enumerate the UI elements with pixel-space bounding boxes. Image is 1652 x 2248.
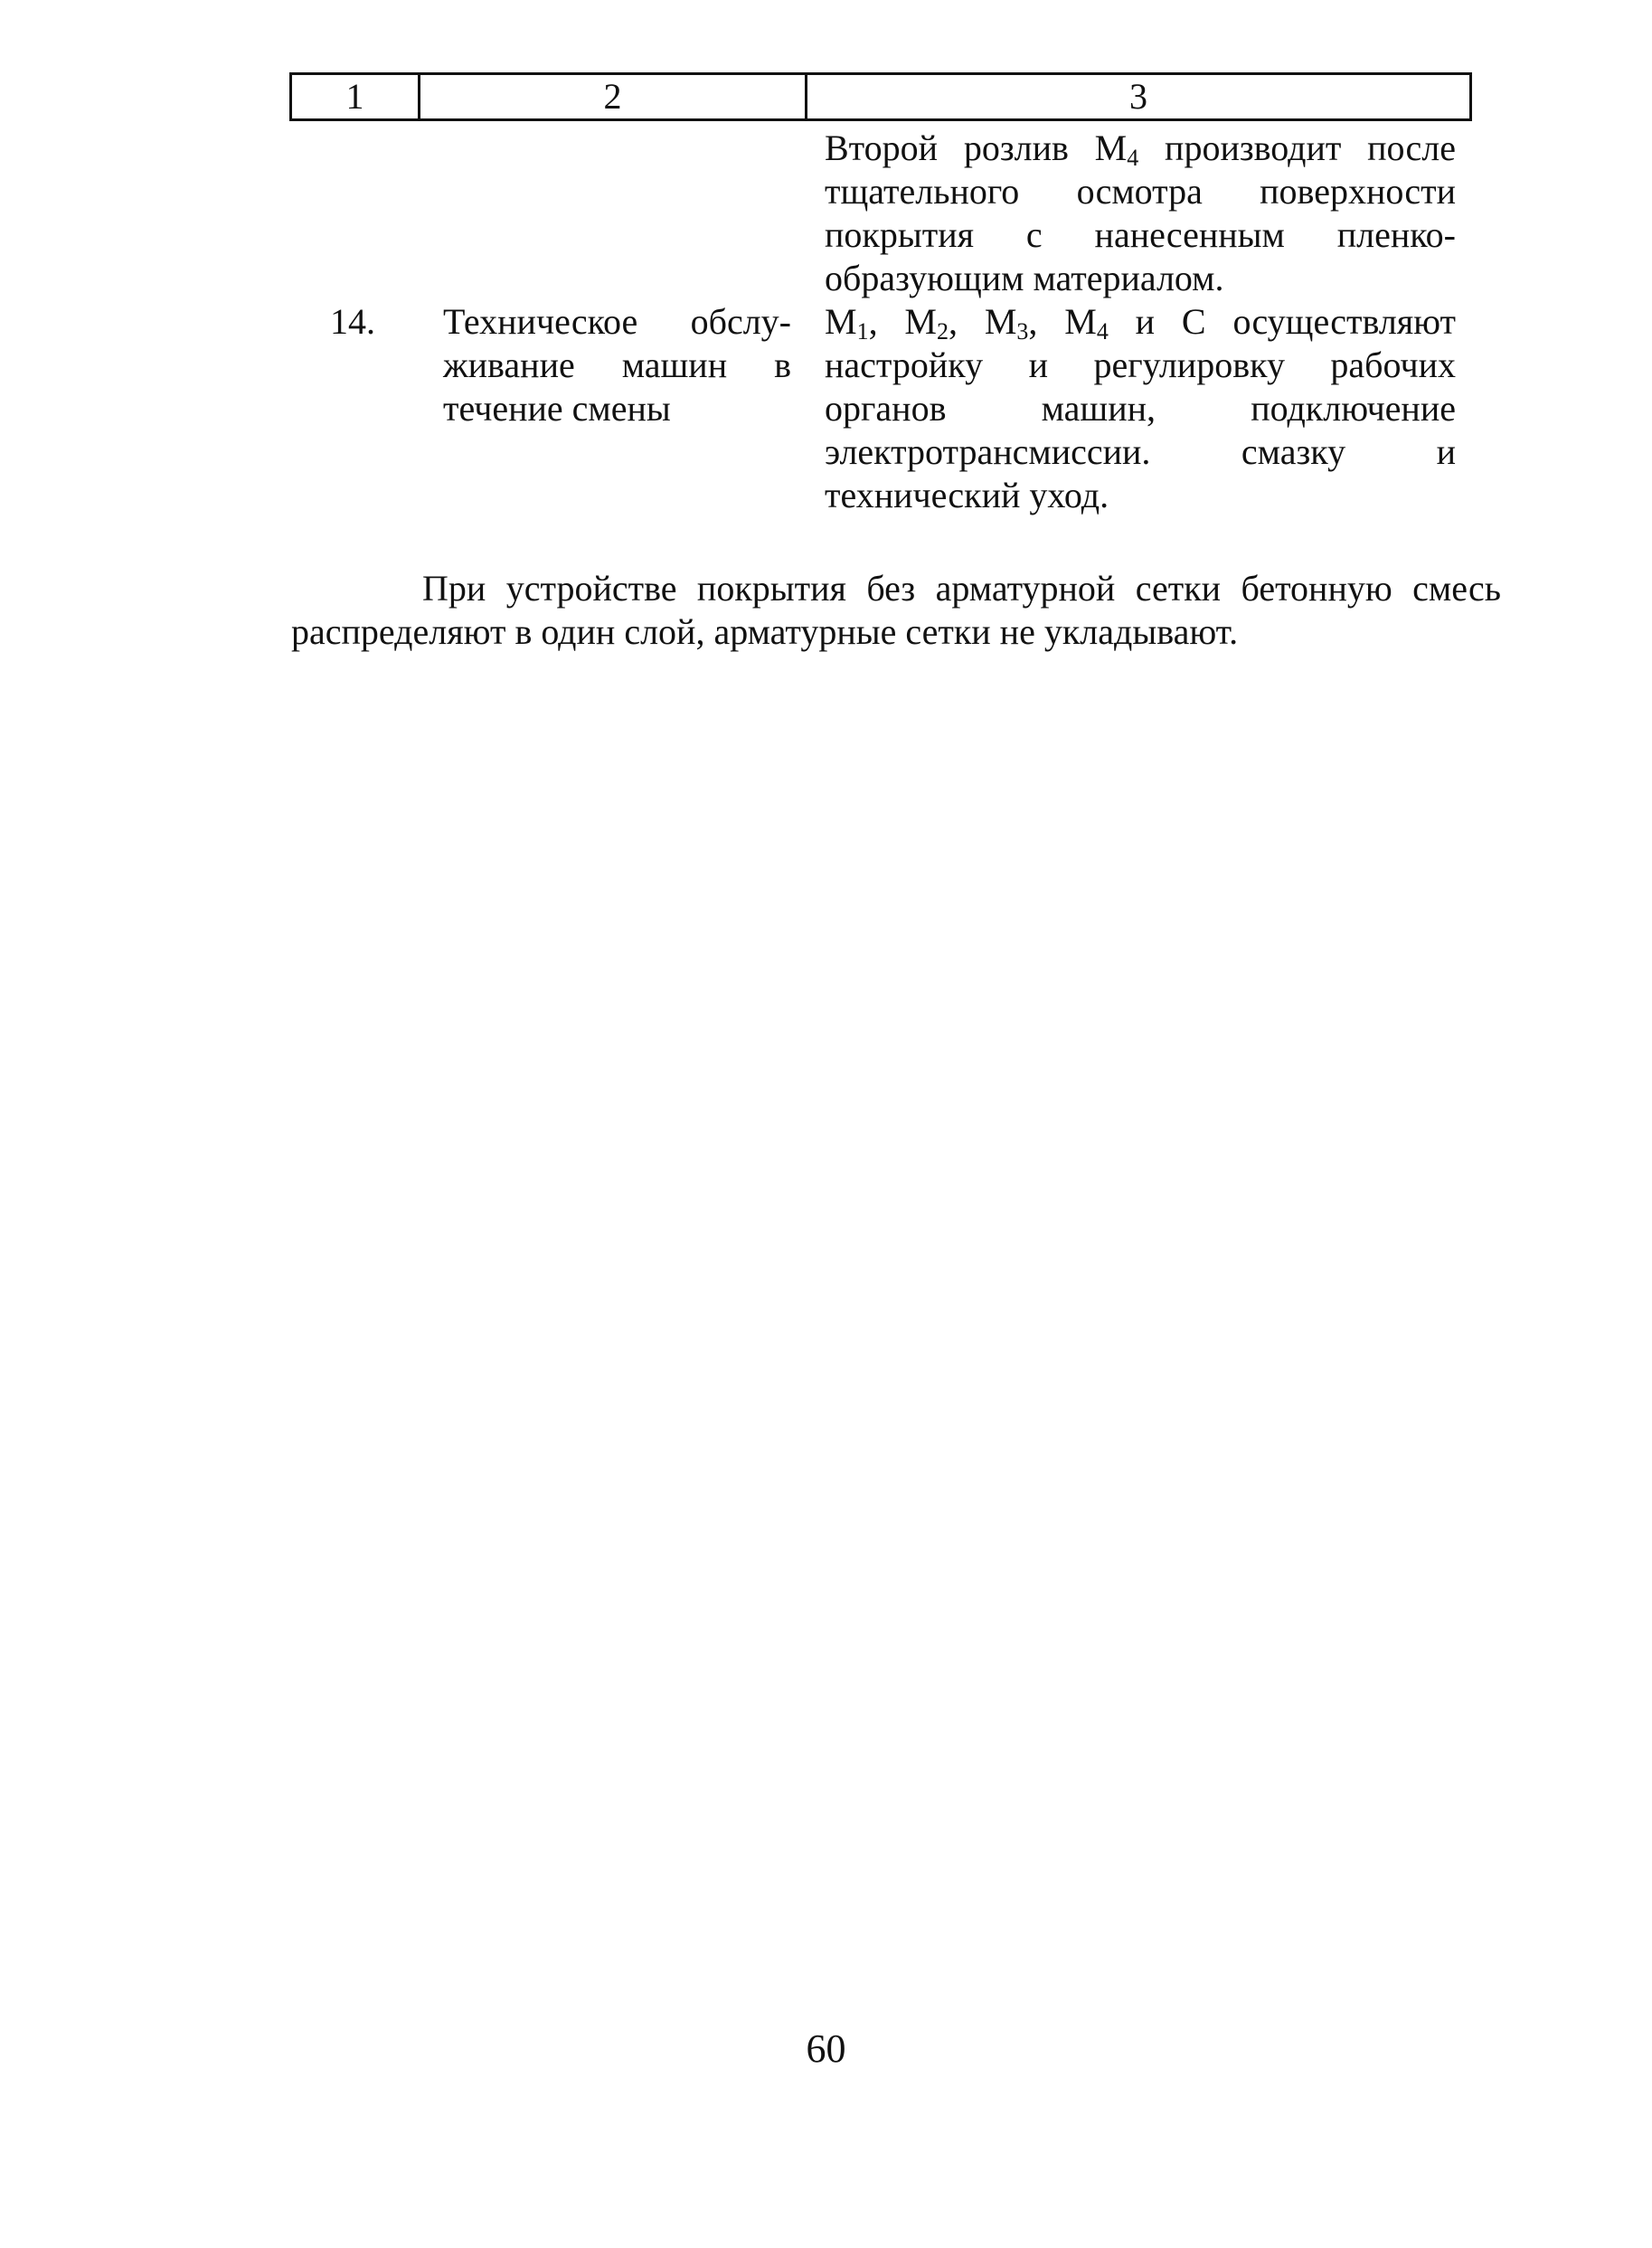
column-header-3: 3 <box>807 74 1471 120</box>
text-line: технический уход. <box>825 475 1109 515</box>
subscript-index: 4 <box>1096 318 1109 345</box>
text-line: течение смены <box>443 388 671 429</box>
text-line: органов машин, подключение <box>825 388 1456 429</box>
text-line: электротрансмиссии. смазку и <box>825 431 1456 472</box>
continuation-cell <box>825 127 1456 300</box>
column-header-1: 1 <box>291 74 420 120</box>
subscript-index: 1 <box>856 318 869 345</box>
text-line: тщательного осмотра поверхности <box>825 171 1456 212</box>
operation-cell <box>443 300 791 430</box>
subscript-index: 3 <box>1016 318 1029 345</box>
subscript-index: 2 <box>937 318 949 345</box>
description-cell <box>825 300 1456 517</box>
text-line: Техническое обслу- <box>443 301 791 342</box>
subscript-index: 4 <box>1127 145 1139 171</box>
page-number: 60 <box>806 2026 846 2071</box>
row-number: 14. <box>330 301 375 342</box>
text-line: $М_1$, $М_2$, $М_3$, $М_4$ и С осуществляют <box>825 301 1457 345</box>
paragraph-line: При устройстве покрытия без арматурной сетки бетонную смесь <box>422 568 1501 609</box>
text-line: Второй розлив $М_4$ производит после <box>825 128 1457 171</box>
body-paragraph <box>291 567 1501 654</box>
text-line: живание машин в <box>443 345 791 385</box>
column-header-2: 2 <box>420 74 807 120</box>
text-line: образующим материалом. <box>825 258 1224 298</box>
table-header <box>289 72 1472 121</box>
text-line: покрытия с нанесенным пленко- <box>825 214 1456 255</box>
paragraph-line: распределяют в один слой, арматурные сетки не укладывают. <box>291 611 1239 652</box>
text-line: настройку и регулировку рабочих <box>825 345 1456 385</box>
